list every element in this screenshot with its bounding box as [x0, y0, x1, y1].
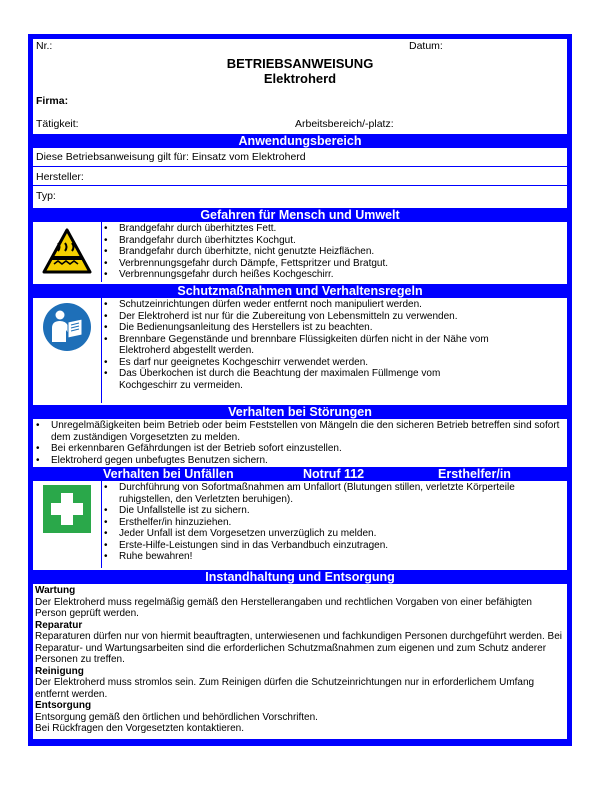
- taetigkeit-label: Tätigkeit:: [36, 118, 79, 130]
- read-manual-mandatory-icon: [42, 302, 92, 352]
- list-item: • Schutzeinrichtungen dürfen weder entfernt noch manipuliert werden.: [101, 299, 567, 311]
- scope-text: Diese Betriebsanweisung gilt für: Einsatz vom Elektroherd: [33, 148, 567, 167]
- section-heading-unfaelle: [33, 467, 567, 481]
- section-heading-gefahren: Gefahren für Mensch und Umwelt: [33, 208, 567, 222]
- stoerungen-body: [33, 419, 567, 467]
- section-heading-schutz: Schutzmaßnahmen und Verhaltensregeln: [33, 284, 567, 298]
- list-item: • Brandgefahr durch überhitztes Kochgut.: [101, 235, 567, 247]
- list-item: • Die Unfallstelle ist zu sichern.: [101, 505, 557, 517]
- section-heading-anwendungsbereich: Anwendungsbereich: [33, 134, 567, 148]
- reparatur-title: Reparatur: [35, 619, 83, 631]
- list-item: • Durchführung von Sofortmaßnahmen am Unfallort (Blutungen stillen, verletzte Körperteile ruhigstellen, den Verletzten beruhigen).: [101, 482, 557, 505]
- header: [33, 39, 567, 129]
- list-item: • Der Elektroherd ist nur für die Zubereitung von Lebensmitteln zu verwenden.: [101, 311, 567, 323]
- list-item: • Brandgefahr durch überhitzte, nicht genutzte Heizflächen.: [101, 246, 567, 258]
- page-title: BETRIEBSANWEISUNG: [226, 56, 374, 71]
- gefahren-list: [101, 223, 567, 281]
- first-aid-cross-icon: [43, 485, 91, 533]
- list-item: • Brandgefahr durch überhitztes Fett.: [101, 223, 567, 235]
- list-item: • Brennbare Gegenstände und brennbare Flüssigkeiten dürfen nicht in der Nähe vom Elektroherd abgestellt werden.: [101, 334, 567, 357]
- ersthelfer-label: Ersthelfer/in: [438, 467, 511, 481]
- sheet-content: [33, 39, 567, 739]
- unfaelle-list: [101, 482, 567, 563]
- list-item: • Unregelmäßigkeiten beim Betrieb oder beim Feststellen von Mängeln die den sicheren Betrieb betreffen sind sofort dem zuständigen Vorgesetzten zu melden.: [33, 420, 563, 443]
- hersteller-label: Hersteller:: [33, 168, 567, 186]
- operating-instruction-sheet: [28, 34, 572, 746]
- unfaelle-icon-cell: [33, 481, 102, 568]
- schutz-list: [101, 299, 567, 391]
- rueckfragen-text: Bei Rückfragen den Vorgesetzten kontaktieren.: [35, 723, 245, 734]
- gefahren-body: [33, 222, 567, 282]
- list-item: • Erste-Hilfe-Leistungen sind in das Verbandbuch einzutragen.: [101, 540, 557, 552]
- section-heading-stoerungen: Verhalten bei Störungen: [33, 405, 567, 419]
- list-item: • Elektroherd gegen unbefugtes Benutzen sichern.: [33, 455, 563, 467]
- reinigung-text: Der Elektroherd muss stromlos sein. Zum Reinigen dürfen die Schutzeinrichtungen nur in erforderlichem Umfang entfernt werden.: [35, 677, 535, 700]
- section-heading-instandhaltung: Instandhaltung und Entsorgung: [33, 570, 567, 584]
- list-item: • Ersthelfer/in hinzuziehen.: [101, 517, 557, 529]
- schutz-body: [33, 298, 567, 403]
- list-item: • Die Bedienungsanleitung des Herstellers ist zu beachten.: [101, 322, 567, 334]
- instandhaltung-body: [33, 584, 567, 734]
- schutz-icon-cell: [33, 298, 102, 403]
- typ-label: Typ:: [36, 190, 56, 202]
- unfaelle-body: [33, 481, 567, 568]
- unfaelle-heading: Verhalten bei Unfällen: [103, 467, 234, 481]
- firma-label: Firma:: [36, 95, 69, 107]
- arbeitsbereich-label: Arbeitsbereich/-platz:: [295, 118, 394, 130]
- wartung-text: Der Elektroherd muss regelmäßig gemäß den Herstellerangaben und rechtlichen Vorgaben von einer befähigten Person geprüft werden.: [35, 596, 532, 619]
- notruf-label: Notruf 112: [303, 467, 365, 481]
- gefahren-icon-cell: [33, 222, 102, 282]
- stoerungen-list: [33, 420, 563, 466]
- datum-label: Datum:: [409, 40, 443, 52]
- list-item: • Ruhe bewahren!: [101, 551, 557, 563]
- reparatur-text: Reparaturen dürfen nur von hiermit beauftragten, unterwiesenen und fachkundigen Personen durchgeführt werden. Bei Reparatur- und Wartungsarbeiten sind die erforderlichen Schutzmaßnahmen zum eigenen und zum Schutz anderer Personen zu treffen.: [35, 631, 563, 665]
- nr-label: Nr.:: [36, 40, 53, 52]
- list-item: • Jeder Unfall ist dem Vorgesetzen unverzüglich zu melden.: [101, 528, 557, 540]
- list-item: • Verbrennungsgefahr durch Dämpfe, Fettspritzer und Bratgut.: [101, 258, 567, 270]
- list-item: • Es darf nur geeignetes Kochgeschirr verwendet werden.: [101, 357, 567, 369]
- hot-surface-warning-icon: [42, 228, 92, 274]
- page-subtitle: Elektroherd: [263, 71, 337, 86]
- reinigung-title: Reinigung: [35, 665, 84, 677]
- wartung-title: Wartung: [35, 585, 76, 596]
- list-item: • Bei erkennbaren Gefährdungen ist der Betrieb sofort einzustellen.: [33, 443, 563, 455]
- list-item: • Das Überkochen ist durch die Beachtung der maximalen Füllmenge vom Kochgeschirr zu vermeiden.: [101, 368, 567, 391]
- entsorgung-text: Entsorgung gemäß den örtlichen und behördlichen Vorschriften.: [35, 711, 318, 723]
- anwendungsbereich-body: [33, 148, 567, 205]
- entsorgung-title: Entsorgung: [35, 700, 92, 711]
- list-item: • Verbrennungsgefahr durch heißes Kochgeschirr.: [101, 269, 567, 281]
